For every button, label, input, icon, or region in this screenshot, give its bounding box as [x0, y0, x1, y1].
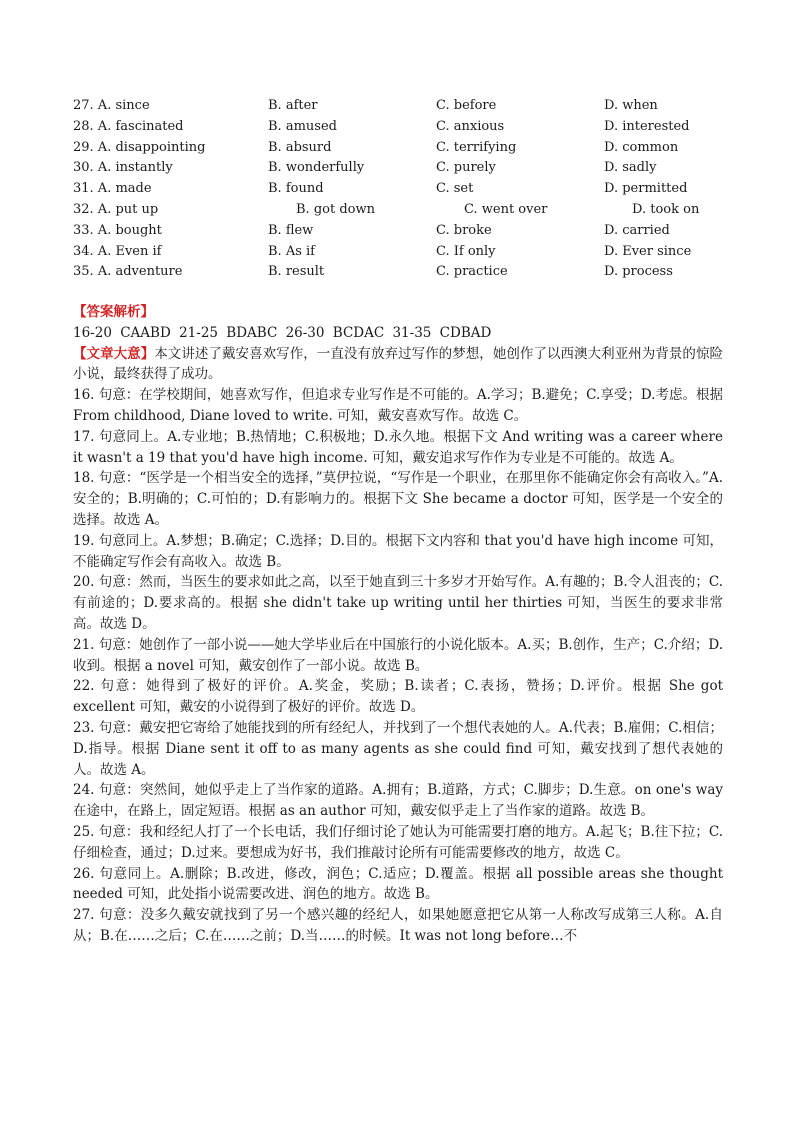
- answer-analysis: [73, 302, 723, 947]
- option-a: 33. A. bought: [73, 222, 162, 238]
- answer-keys: 16-20 CAABD 21-25 BDABC 26-30 BCDAC 31-35 CDBAD: [73, 324, 492, 341]
- option-d: D. took on: [632, 201, 700, 217]
- option-row: [73, 117, 733, 138]
- option-d: D. sadly: [604, 160, 657, 176]
- option-a: 32. A. put up: [73, 201, 159, 217]
- option-a: 30. A. instantly: [73, 160, 173, 176]
- option-c: C. went over: [464, 201, 548, 217]
- option-d: D. Ever since: [604, 243, 692, 259]
- option-c: C. broke: [436, 222, 492, 238]
- option-b: B. amused: [268, 118, 337, 134]
- option-row: [73, 96, 733, 117]
- explanation-item: 23. 句意：戴安把它寄给了她能找到的所有经纪人，并找到了一个想代表她的人。A.代表；B.雇佣；C.相信；D.指导。根据 Diane sent it off to as many agents as she could find 可知，戴安找到了想代表她的人。故选 A。: [73, 719, 723, 778]
- option-b: B. after: [268, 98, 318, 113]
- option-a: 31. A. made: [73, 181, 152, 197]
- analysis-header: [73, 302, 723, 323]
- option-c: C. practice: [436, 264, 508, 280]
- option-c: C. anxious: [436, 118, 505, 134]
- analysis-header-label: 【答案解析】: [73, 304, 154, 320]
- option-row: [73, 221, 733, 242]
- article-summary: [73, 344, 723, 386]
- option-c: C. terrifying: [436, 139, 517, 155]
- option-d: D. process: [604, 264, 673, 280]
- explanation-item: 19. 句意同上。A.梦想；B.确定；C.选择；D.目的。根据下文内容和 that you'd have high income 可知，不能确定写作会有高收入。故选 B。: [73, 532, 723, 570]
- option-c: C. before: [436, 98, 497, 113]
- option-a: 34. A. Even if: [73, 243, 162, 259]
- option-b: B. wonderfully: [268, 160, 365, 176]
- option-b: B. flew: [268, 222, 314, 238]
- explanation-item: 18. 句意：“医学是一个相当安全的选择，”莫伊拉说，“写作是一个职业，在那里你不能确定你会有高收入。”A.安全的；B.明确的；C.可怕的；D.有影响力的。根据下文 She became a doctor 可知，医学是一个安全的选择。故选 A。: [73, 470, 723, 528]
- option-c: C. If only: [436, 243, 496, 259]
- option-row: [73, 242, 733, 263]
- option-row: [73, 262, 733, 283]
- explanation-list: [73, 385, 723, 947]
- explanation-item: 16. 句意：在学校期间，她喜欢写作，但追求专业写作是不可能的。A.学习；B.避免；C.享受；D.考虑。根据 From childhood, Diane loved to write. 可知，戴安喜欢写作。故选 C。: [73, 387, 723, 424]
- option-a: 29. A. disappointing: [73, 139, 206, 155]
- option-b: B. got down: [296, 201, 375, 217]
- explanation-item: 22. 句意：她得到了极好的评价。A.奖金，奖励；B.读者；C.表扬，赞扬；D.评价。根据 She got excellent 可知，戴安的小说得到了极好的评价。故选 D。: [73, 678, 723, 716]
- summary-text: 本文讲述了戴安喜欢写作，一直没有放弃过写作的梦想，她创作了以西澳大利亚州为背景的惊险小说，最终获得了成功。: [73, 345, 724, 383]
- option-a: 27. A. since: [73, 98, 150, 113]
- option-row: [73, 179, 733, 200]
- option-d: D. carried: [604, 222, 670, 238]
- option-a: 35. A. adventure: [73, 264, 183, 280]
- option-row: [73, 158, 733, 179]
- option-c: C. set: [436, 181, 474, 197]
- option-b: B. found: [268, 181, 324, 197]
- option-row: [73, 138, 733, 159]
- option-row: [73, 200, 733, 221]
- option-b: B. result: [268, 264, 325, 280]
- option-b: B. absurd: [268, 139, 332, 155]
- option-d: D. permitted: [604, 181, 688, 197]
- option-c: C. purely: [436, 160, 496, 176]
- explanation-item: 21. 句意：她创作了一部小说——她大学毕业后在中国旅行的小说化版本。A.买；B.创作，生产；C.介绍；D.收到。根据 a novel 可知，戴安创作了一部小说。故选 B。: [73, 636, 723, 674]
- explanation-item: 27. 句意：没多久戴安就找到了另一个感兴趣的经纪人，如果她愿意把它从第一人称改写成第三人称。A.自从；B.在……之后；C.在……之前；D.当……的时候。It was not long before…不: [73, 907, 723, 944]
- option-a: 28. A. fascinated: [73, 118, 184, 134]
- option-d: D. common: [604, 139, 679, 155]
- explanation-item: 25. 句意：我和经纪人打了一个长电话，我们仔细讨论了她认为可能需要打磨的地方。A.起飞；B.往下拉；C.仔细检查，通过；D.过来。要想成为好书，我们推敲讨论所有可能需要修改的地方，故选 C。: [73, 823, 723, 861]
- explanation-item: 26. 句意同上。A.删除；B.改进，修改，润色；C.适应；D.覆盖。根据 all possible areas she thought needed 可知，此处指小说需要改进、润色的地方。故选 B。: [73, 865, 723, 903]
- explanation-item: 20. 句意：然而，当医生的要求如此之高，以至于她直到三十多岁才开始写作。A.有趣的；B.令人沮丧的；C.有前途的；D.要求高的。根据 she didn't take up writing until her thirties 可知，当医生的要求非常高。故选 D。: [73, 574, 723, 632]
- options-list: [73, 96, 733, 283]
- option-b: B. As if: [268, 243, 315, 259]
- option-d: D. interested: [604, 118, 690, 134]
- summary-label: 【文章大意】: [73, 345, 155, 362]
- option-d: D. when: [604, 98, 658, 113]
- explanation-item: 17. 句意同上。A.专业地；B.热情地；C.积极地；D.永久地。根据下文 And writing was a career where it wasn't a 19 that you'd have high income. 可知，戴安追求写作作为专业是不可能的。故选 A。: [73, 428, 723, 466]
- explanation-item: 24. 句意：突然间，她似乎走上了当作家的道路。A.拥有；B.道路，方式；C.脚步；D.生意。on one's way 在途中，在路上，固定短语。根据 as an author 可知，戴安似乎走上了当作家的道路。故选 B。: [73, 782, 723, 820]
